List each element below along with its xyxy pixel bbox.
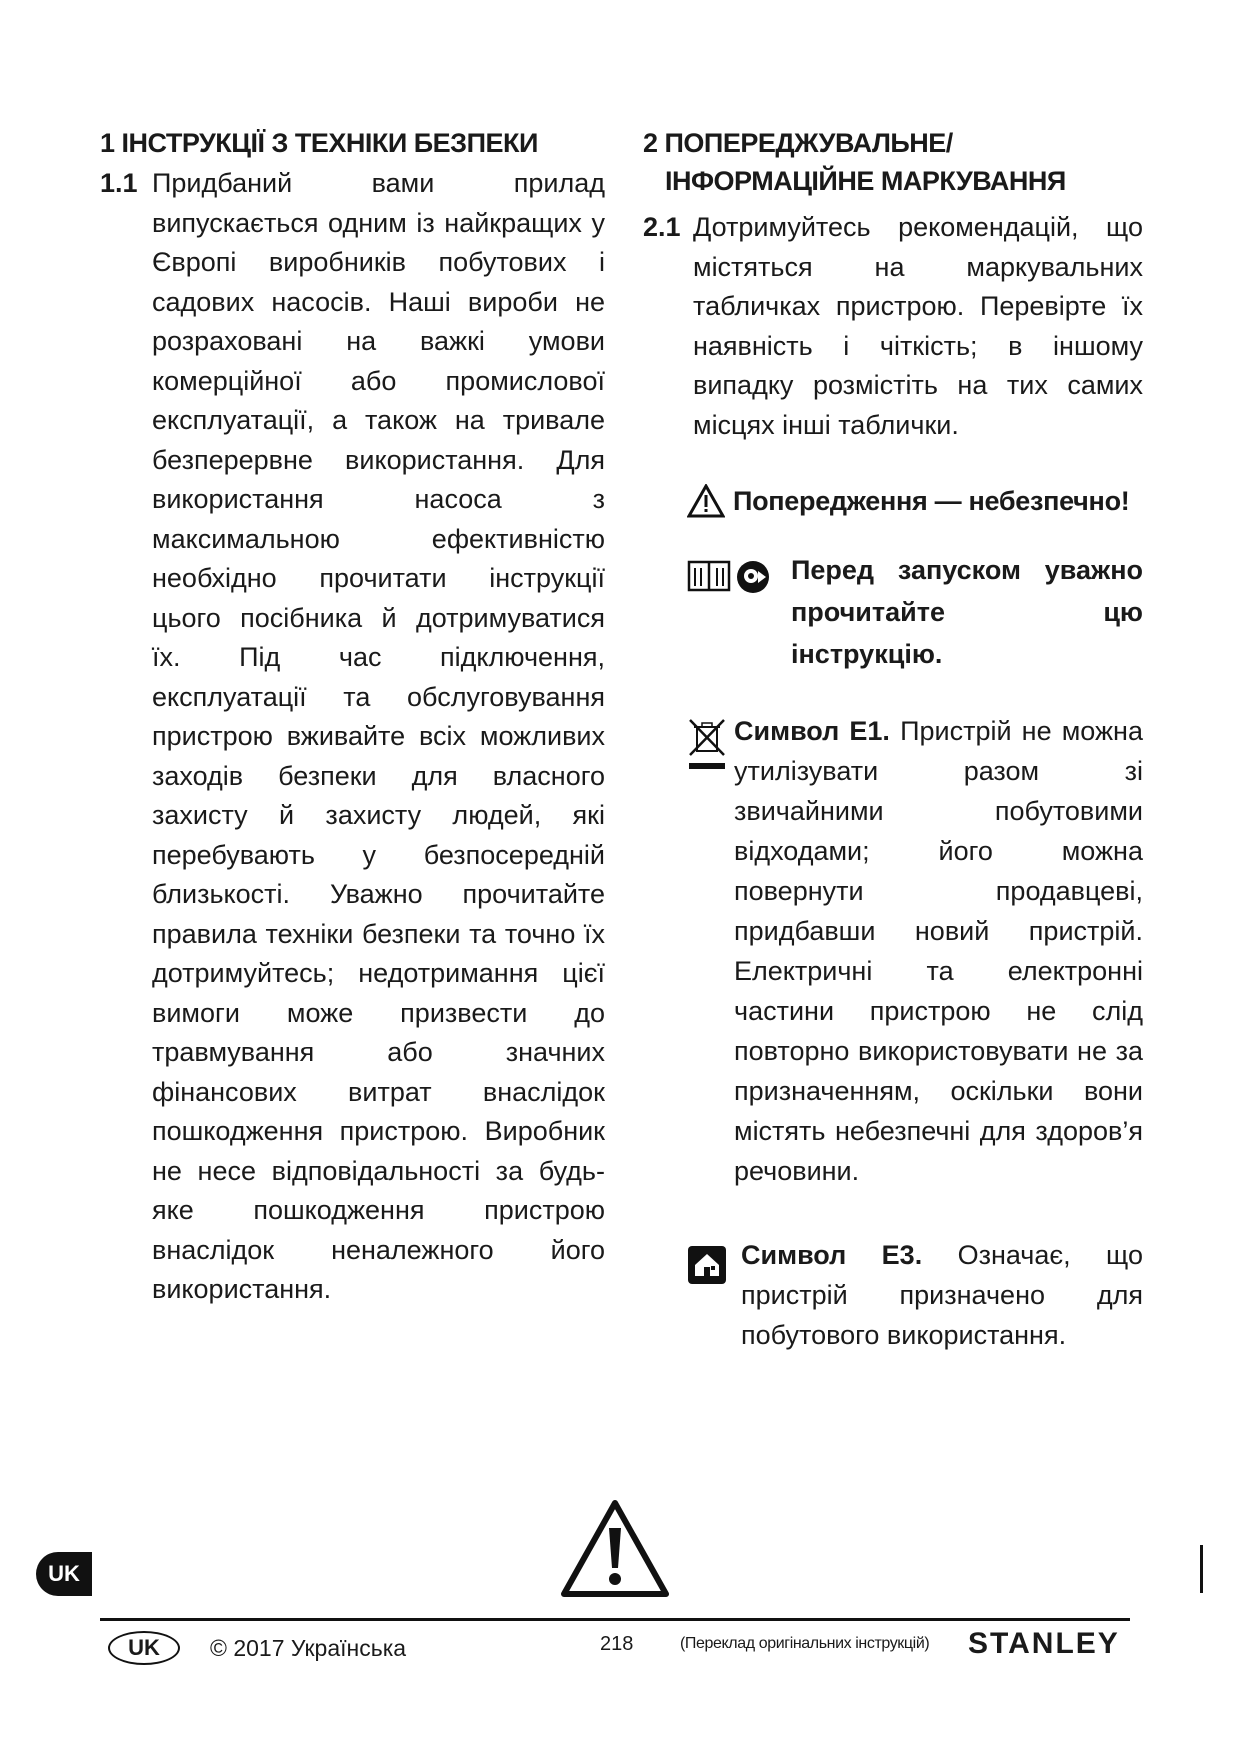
warning-line xyxy=(687,481,1143,521)
item-2-1-number: 2.1 xyxy=(643,212,681,242)
language-side-tab: UK xyxy=(36,1552,92,1596)
page-number: 218 xyxy=(600,1633,634,1655)
item-1-1-number: 1.1 xyxy=(100,168,138,198)
read-manual-block xyxy=(687,549,1143,675)
footer-copyright: © 2017 Українська xyxy=(210,1635,407,1661)
symbol-e3-label: Символ E3. xyxy=(741,1240,923,1270)
large-warning-triangle-icon xyxy=(560,1498,670,1598)
section-1 xyxy=(100,124,605,1310)
symbol-e1-content xyxy=(687,711,1143,1191)
footer-language-code: UK xyxy=(108,1631,180,1665)
symbol-e1-label: Символ E1. xyxy=(734,716,890,746)
house-icon xyxy=(687,1245,727,1285)
brand-logo: STANLEY xyxy=(968,1627,1120,1660)
item-1-1-text: Придбаний вами прилад випускається одним із найкращих у Європі виробників побутових і садових насосів. Наші вироби не розраховані на важкі умови комерційної або промислової експлуатації, а також на тривале безперервне використання. Для використання насоса з максимальною ефективністю необхідно прочитати інструкції цього посібника й дотримуватися їх. Під час підключення, експлуатації та обслуговування пристрою вживайте всіх можливих заходів безпеки для власного захисту й захисту людей, які перебувають у безпосередній близькості. Уважно прочитайте правила техніки безпеки та точно їх дотримуйтесь; недотримання цієї вимоги може призвести до травмування або значних фінансових витрат внаслідок пошкодження пристрою. Виробник не несе відповідальності за будь-яке пошкодження пристрою внаслідок неналежного його використання. xyxy=(152,168,605,1304)
translation-note: (Переклад оригінальних інструкцій) xyxy=(680,1635,930,1652)
symbol-e3-block xyxy=(687,1235,1143,1355)
open-book-icon xyxy=(687,559,731,593)
footer-divider xyxy=(100,1618,1130,1621)
read-manual-text: Перед запуском уважно прочитайте цю інструкцію. xyxy=(791,555,1143,669)
symbol-e3-content xyxy=(687,1235,1143,1355)
info-head-icon xyxy=(735,559,771,595)
section-2 xyxy=(643,124,1143,1355)
item-1-1 xyxy=(100,164,605,1310)
section-2-title-line2: ІНФОРМАЦІЙНЕ МАРКУВАННЯ xyxy=(665,166,1066,196)
symbol-e3-text: Означає, що пристрій призначено для побутового використання. xyxy=(741,1240,1143,1350)
warning-text: Попередження — небезпечно! xyxy=(733,486,1130,516)
read-manual-icons xyxy=(687,559,771,595)
item-2-1-text: Дотримуйтесь рекомендацій, що містяться на маркувальних табличках пристрою. Перевірте їх наявність і чіткість; в іншому випадку розмістіть на тих самих місцях інші таблички. xyxy=(693,212,1143,440)
symbol-e1-block xyxy=(687,711,1143,1191)
item-2-1 xyxy=(643,208,1143,445)
footer xyxy=(100,1625,1130,1675)
symbol-e1-text: Пристрій не можна утилізувати разом зі звичайними побутовими відходами; його можна повернути продавцеві, придбавши новий пристрій. Електричні та електронні частини пристрою не слід повторно використовувати не за призначенням, оскільки вони містять небезпечні для здоров’я речовини. xyxy=(734,716,1143,1186)
crossed-bin-icon xyxy=(687,717,727,773)
warning-triangle-icon xyxy=(687,484,725,518)
section-2-title-line1: 2 ПОПЕРЕДЖУВАЛЬНЕ/ xyxy=(643,128,953,158)
section-2-title xyxy=(643,124,1143,200)
margin-mark xyxy=(1200,1545,1203,1593)
section-1-title: 1 ІНСТРУКЦІЇ З ТЕХНІКИ БЕЗПЕКИ xyxy=(100,128,538,158)
